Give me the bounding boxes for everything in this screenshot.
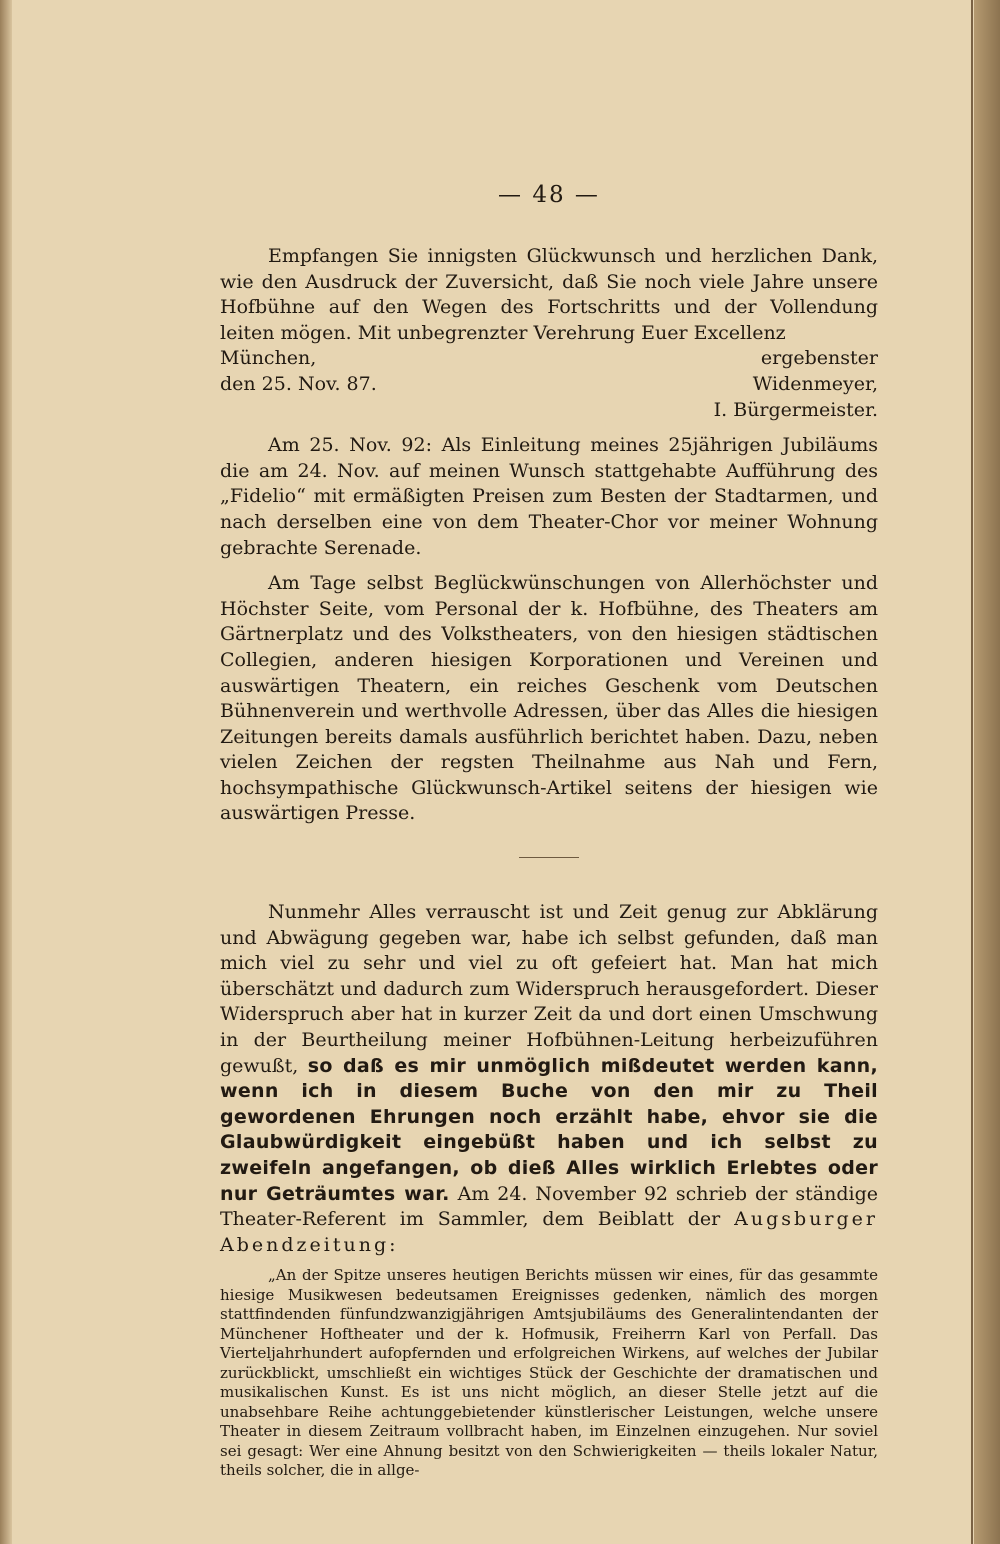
paragraph-main-text-2: Am 24. November 92 schrieb der ständige Theater-Referent im Sammler, dem Beiblatt der (220, 1182, 878, 1231)
page-number: — 48 — (498, 182, 600, 208)
letter-signature-block (220, 346, 878, 423)
paragraph-main-end: : (389, 1233, 396, 1256)
page-right-edge (974, 0, 1000, 1544)
paragraph-jubilee: Am 25. Nov. 92: Als Einleitung meines 25jährigen Jubiläums die am 24. Nov. auf meinen Wunsch stattgehabte Aufführung des „Fidelio“ mit ermäßigten Preisen zum Besten der Stadtarmen, und nach derselben eine von dem Theater-Chor vor meiner Wohnung gebrachte Serenade. (220, 434, 878, 559)
letter-date: den 25. Nov. 87. (220, 372, 377, 395)
section-divider (519, 857, 579, 858)
letter-place: München, (220, 347, 317, 370)
newspaper-name: Augsburger Abendzeitung (220, 1208, 878, 1256)
page-content (220, 182, 878, 1481)
newspaper-quote: „An der Spitze unseres heutigen Berichts müssen wir eines, für das gesammte hiesige Musikwesen bedeutsamen Ereignisses gedenken, nämlich des morgen stattfindenden fünfundzwanzigjährigen Amtsjubiläums des Generalintendanten der Münchener Hoftheater und der k. Hofmusik, Freiherrn Karl von Perfall. Das Vierteljahrhundert aufopfernden und erfolgreichen Wirkens, auf welches der Jubilar zurückblickt, umschließt ein wichtiges Stück der Geschichte der dramatischen und musikalischen Kunst. Es ist uns nicht möglich, an dieser Stelle jetzt auf die unabsehbare Reihe achtunggebietender künstlerischer Leistungen, welche unsere Theater in diesem Zeitraum vollbracht haben, im Einzelnen einzugehen. Nur soviel sei gesagt: Wer eine Ahnung besitzt von den Schwierigkeiten — theils lokaler Natur, theils solcher, die in allge- (220, 1266, 878, 1480)
letter-text: Empfangen Sie innigsten Glückwunsch und herzlichen Dank, wie den Ausdruck der Zuversicht, daß Sie noch viele Jahre unsere Hofbühne auf den Wegen des Fortschritts und der Vollendung leiten mögen. Mit unbegrenzter Verehrung Euer Excellenz (220, 245, 878, 344)
letter-closing: ergebenster (760, 347, 878, 370)
paragraph-main-text: Nunmehr Alles verrauscht ist und Zeit genug zur Abklärung und Abwägung gegeben war, habe ich selbst gefunden, daß man mich viel zu sehr und viel zu oft gefeiert hat. Man hat mich überschätzt und dadurch zum Widerspruch herausgefordert. Dieser Widerspruch aber hat in kurzer Zeit da und dort einen Umschwung in der Beurtheilung meiner Hofbühnen-Leitung herbeizuführen gewußt, (220, 901, 878, 1077)
page-fold-line (971, 0, 973, 1544)
page-left-edge (0, 0, 12, 1544)
paragraph-main (220, 900, 878, 1258)
paragraph-main-bold: so daß es mir unmöglich mißdeutet werden kann, wenn ich in diesem Buche von den mir zu Theil gewordenen Ehrungen noch erzählt habe, ehvor sie die Glaubwürdigkeit eingebüßt haben und ich selbst zu zweifeln angefangen, ob dieß Alles wirklich Erlebtes oder nur Geträumtes war. (220, 1054, 878, 1205)
paragraph-jubilee-day: Am Tage selbst Beglückwünschungen von Allerhöchster und Höchster Seite, vom Personal der k. Hofbühne, des Theaters am Gärtnerplatz und des Volkstheaters, von den hiesigen städtischen Collegien, anderen hiesigen Korporationen und Vereinen und auswärtigen Theatern, ein reiches Geschenk vom Deutschen Bühnenverein und werthvolle Adressen, über das Alles die hiesigen Zeitungen bereits damals ausführlich berichtet haben. Dazu, neben vielen Zeichen der regsten Theilnahme aus Nah und Fern, hochsympathische Glückwunsch-Artikel seitens der hiesigen wie auswärtigen Presse. (220, 572, 878, 825)
letter-signer-title: I. Bürgermeister. (713, 398, 878, 421)
letter-signer: Widenmeyer, (752, 372, 878, 395)
